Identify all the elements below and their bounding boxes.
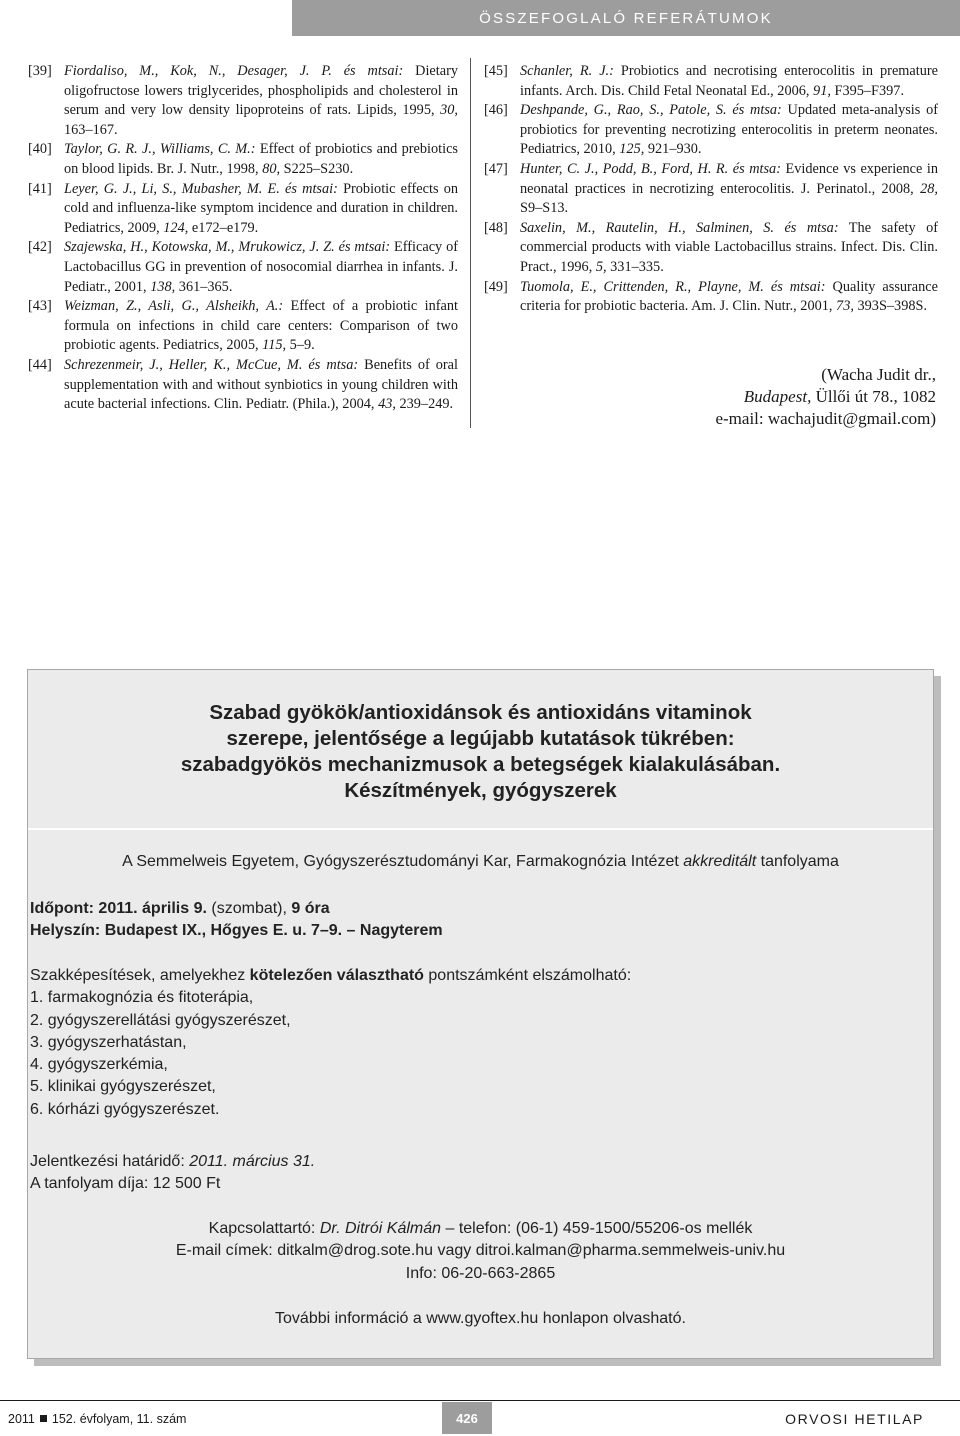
ref-number: [41] (28, 180, 52, 197)
ref-pages: F395–F397. (830, 82, 905, 99)
ad-spec-item: 4. gyógyszerkémia, (30, 1056, 168, 1074)
author-signature (636, 364, 936, 430)
ref-text: Effect of probiotics and prebiotics on blood lipids. Br. J. Nutr., 1998, (64, 141, 458, 177)
ad-title-line: szabadgyökös mechanizmusok a betegségek kialakulásában. (180, 753, 781, 776)
ref-text: Updated meta-analysis of probiotics for preventing necrotizing enterocolitis in preterm neonates. Pediatrics, 2010, (520, 102, 939, 158)
ref-number: [48] (484, 219, 508, 236)
ad-spec-item: 3. gyógyszerhatástan, (30, 1033, 187, 1051)
ad-deadline (30, 1151, 910, 1173)
signature-address-line (636, 386, 936, 408)
ref-text: Dietary oligofructose lowers triglycerides, phospholipids and cholesterol in serum and very low density lipoproteins of rats. Lipids, 1995, (64, 63, 458, 119)
ref-pages: 393S–398S. (853, 298, 928, 315)
reference-item (28, 62, 458, 140)
ref-authors: Taylor, G. R. J., Williams, C. M.: (64, 141, 256, 158)
ad-time-label: Időpont: 2011. április 9. (30, 900, 207, 917)
ref-volume: 125, (619, 141, 645, 158)
ref-authors: Tuomola, E., Crittenden, R., Playne, M. és mtsai: (520, 278, 826, 295)
ref-volume: 138, (150, 278, 176, 295)
ad-specializations (30, 965, 910, 1121)
ad-fee: A tanfolyam díja: 12 500 Ft (30, 1175, 221, 1193)
reference-item (28, 140, 458, 179)
ad-contact-line (28, 1218, 933, 1240)
ref-text: Benefits of oral supplementation with and without synbiotics in young children with acute bacterial infections. Clin. Pediatr. (Phila.), 2004, (64, 356, 458, 413)
ad-contact (28, 1218, 933, 1285)
reference-item (28, 297, 458, 356)
ad-divider (28, 828, 933, 830)
footer-rule (0, 1400, 960, 1401)
ref-volume: 30, (440, 102, 458, 119)
ref-pages: e172–e179. (188, 219, 259, 236)
ref-number: [42] (28, 239, 52, 256)
ad-spec-item: 2. gyógyszerellátási gyógyszerészet, (30, 1011, 291, 1029)
signature-city: Budapest, (743, 387, 812, 406)
ad-title-line: Készítmények, gyógyszerek (344, 779, 617, 802)
ref-number: [40] (28, 141, 52, 158)
ad-emails: E-mail címek: ditkalm@drog.sote.hu vagy ditroi.kalman@pharma.semmelweis-univ.hu (175, 1242, 786, 1260)
ad-contact-phone: – telefon: (06-1) 459-1500/55206-os mellék (441, 1220, 753, 1237)
reference-item (484, 219, 938, 278)
ad-spec-item: 6. kórházi gyógyszerészet. (30, 1100, 220, 1118)
ad-subtitle (28, 853, 933, 871)
ref-number: [46] (484, 102, 508, 119)
reference-item (28, 180, 458, 239)
ad-title (28, 700, 933, 804)
ref-authors: Schanler, R. J.: (520, 63, 614, 79)
ref-number: [45] (484, 63, 508, 79)
ref-pages: 163–167. (64, 121, 118, 138)
ref-pages: 361–365. (175, 278, 233, 295)
ad-place: Helyszín: Budapest IX., Hőgyes E. u. 7–9. – Nagyterem (30, 922, 443, 940)
ad-contact-label: Kapcsolattartó: (208, 1220, 320, 1237)
ref-authors: Deshpande, G., Rao, S., Patole, S. és mtsa: (520, 102, 782, 119)
ref-authors: Saxelin, M., Rautelin, H., Salminen, S. és mtsa: (520, 219, 839, 236)
ad-info: Info: 06-20-663-2865 (405, 1264, 556, 1282)
ad-spec-intro (30, 965, 910, 987)
ref-pages: S9–S13. (520, 200, 569, 217)
ad-spec-end: pontszámként elszámolható: (423, 967, 632, 984)
reference-item (484, 278, 938, 317)
ref-volume: 115, (262, 337, 287, 354)
ad-deadline-label: Jelentkezési határidő: (30, 1153, 190, 1170)
ad-contact-name: Dr. Ditrói Kálmán (319, 1220, 442, 1237)
footer-volume: 152. évfolyam, 11. szám (51, 1412, 187, 1426)
square-bullet-icon (40, 1415, 47, 1422)
ad-title-line: Szabad gyökök/antioxidánsok és antioxidáns vitaminok (209, 701, 752, 724)
ref-authors: Weizman, Z., Asli, G., Alsheikh, A.: (64, 298, 284, 315)
ref-text: Efficacy of Lactobacillus GG in prevention of nosocomial diarrhea in infants. J. Pediatr., 2001, (64, 239, 458, 295)
ref-pages: 921–930. (644, 141, 702, 158)
section-title: ÖSSZEFOGLALÓ REFERÁTUMOK (479, 9, 773, 27)
ref-volume: 124, (163, 219, 189, 236)
ad-time-day: (szombat), (206, 900, 292, 917)
ad-time-hours: 9 óra (291, 900, 330, 917)
ad-subtitle-end: tanfolyama (756, 853, 839, 870)
ad-spec-mandatory: kötelezően választható (249, 967, 424, 984)
ref-text: Effect of a probiotic infant formula on infections in child care centers: Comparison of two probiotic agents. Pediatrics, 2005, (64, 298, 458, 354)
ref-pages: S225–S230. (280, 160, 354, 177)
ref-authors: Hunter, C. J., Podd, B., Ford, H. R. és mtsa: (520, 160, 781, 177)
reference-item (28, 238, 458, 297)
reference-item (484, 62, 938, 101)
ref-number: [44] (28, 356, 52, 373)
signature-name: (Wacha Judit dr., (821, 365, 936, 384)
ref-volume: 28, (920, 180, 938, 197)
ref-authors: Schrezenmeir, J., Heller, K., McCue, M. és mtsa: (64, 356, 359, 373)
ad-deadline-fee (30, 1151, 910, 1196)
course-advertisement-box (27, 669, 934, 1359)
ad-spec-item: 5. klinikai gyógyszerészet, (30, 1078, 216, 1096)
ref-volume: 73, (836, 298, 854, 315)
ad-spec-text: Szakképesítések, amelyekhez (30, 967, 250, 984)
signature-address: Üllői út 78., 1082 (811, 387, 936, 406)
column-divider (470, 58, 471, 428)
ref-pages: 239–249. (395, 396, 454, 413)
ref-pages: 5–9. (286, 337, 315, 354)
ref-text: Evidence vs experience in neonatal practices in necrotizing enterocolitis. J. Perinatol., 2008, (520, 160, 938, 197)
ref-authors: Fiordaliso, M., Kok, N., Desager, J. P. és mtsai: (64, 63, 404, 79)
page-footer (0, 1400, 960, 1436)
ad-time (30, 898, 910, 920)
ref-number: [43] (28, 298, 52, 315)
journal-name: ORVOSI HETILAP (785, 1411, 924, 1427)
ref-authors: Leyer, G. J., Li, S., Mubasher, M. E. és mtsai: (64, 180, 338, 197)
ref-text: Probiotics and necrotising enterocolitis in premature infants. Arch. Dis. Child Fetal Neonatal Ed., 2006, (520, 63, 938, 99)
ad-subtitle-accredited: akkreditált (683, 853, 757, 870)
ref-text: Quality assurance criteria for probiotic bacteria. Am. J. Clin. Nutr., 2001, (520, 278, 938, 315)
ad-spec-item: 1. farmakognózia és fitoterápia, (30, 989, 254, 1007)
ref-volume: 91, (813, 82, 831, 99)
ref-pages: 331–335. (606, 258, 664, 275)
page-number: 426 (442, 1402, 492, 1434)
footer-issue-info (8, 1412, 186, 1426)
ad-time-place (30, 898, 910, 943)
ad-title-line: szerepe, jelentősége a legújabb kutatások tükrében: (226, 727, 735, 750)
ad-more-info: További információ a www.gyoftex.hu honlapon olvasható. (275, 1310, 686, 1327)
ref-volume: 43, (378, 396, 396, 413)
ref-volume: 80, (262, 160, 281, 177)
references-left-column (28, 62, 458, 415)
signature-email: e-mail: wachajudit@gmail.com) (715, 409, 936, 428)
ad-deadline-value: 2011. március 31. (189, 1153, 316, 1170)
ref-text: The safety of commercial products with viable Lactobacillus strains. Infect. Dis. Clin. Pract., 1996, (520, 219, 939, 275)
ad-subtitle-text: A Semmelweis Egyetem, Gyógyszerésztudományi Kar, Farmakognózia Intézet (122, 853, 684, 870)
ref-number: [49] (484, 278, 508, 295)
ref-number: [39] (28, 63, 52, 79)
reference-item (28, 356, 458, 415)
ref-authors: Szajewska, H., Kotowska, M., Mrukowicz, J. Z. és mtsai: (64, 239, 391, 256)
ref-text: Probiotic effects on cold and influenza-like symptom incidence and duration in children. Pediatrics, 2009, (64, 180, 459, 236)
reference-item (484, 101, 938, 160)
section-header-bar (292, 0, 960, 36)
reference-item (484, 160, 938, 219)
references-right-column (484, 62, 938, 317)
ref-number: [47] (484, 160, 508, 177)
footer-year: 2011 (8, 1412, 35, 1426)
ref-volume: 5, (595, 258, 607, 275)
